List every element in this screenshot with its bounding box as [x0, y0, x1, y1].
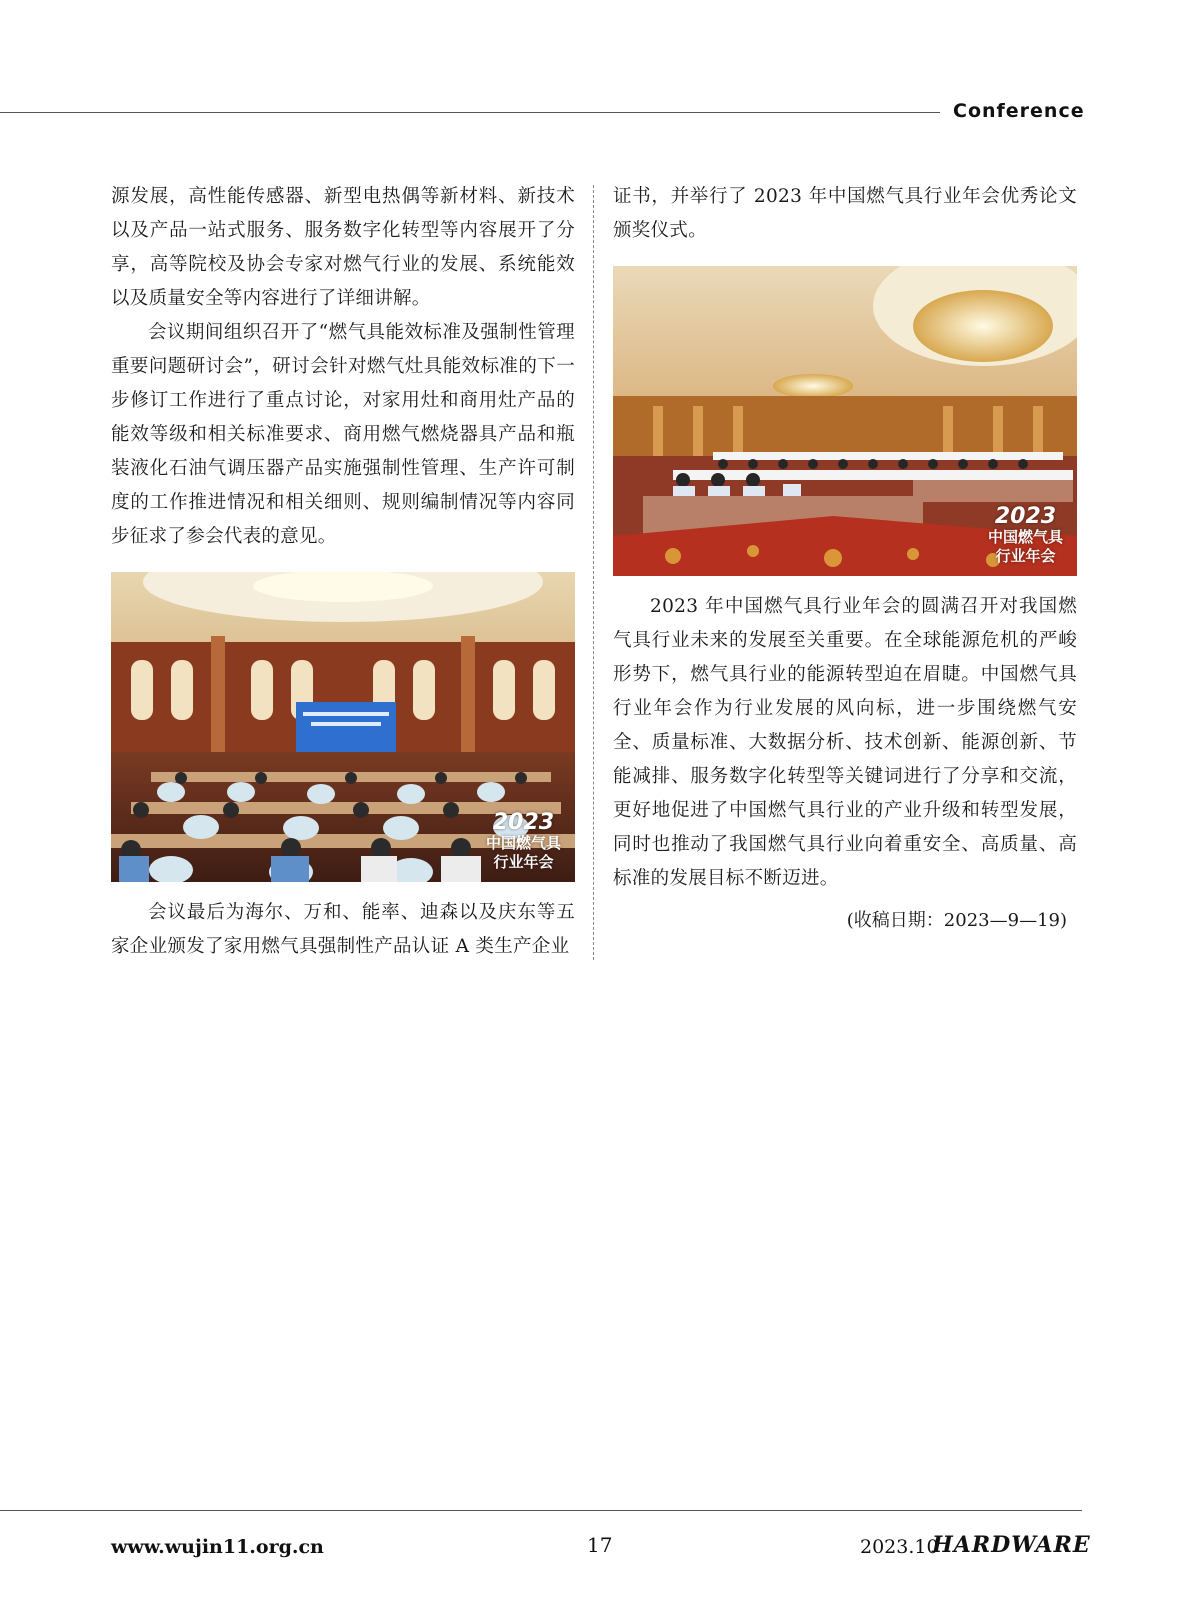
- footer-rule: [0, 1510, 1082, 1511]
- magazine-name: HARDWARE: [932, 1532, 1091, 1558]
- right-paragraph: 2023 年中国燃气具行业年会的圆满召开对我国燃气具行业未来的发展至关重要。在全球能源危机的严峻形势下，燃气具行业的能源转型迫在眉睫。中国燃气具行业年会作为行业发展的风向标，进一步围绕燃气安全、质量标准、大数据分析、技术创新、能源创新、节能减排、服务数字化转型等关键词进行了分享和交流，更好地促进了中国燃气具行业的产业升级和转型发展，同时也推动了我国燃气具行业向着重安全、高质量、高标准的发展目标不断迈进。: [613, 596, 1077, 889]
- photo-watermark-logo: 2023 中国燃气具 行业年会: [485, 810, 561, 871]
- left-paragraph-3: 会议最后为海尔、万和、能率、迪森以及庆东等五家企业颁发了家用燃气具强制性产品认证 A 类生产企业: [111, 902, 575, 957]
- received-date: (收稿日期：2023—9—19): [846, 910, 1067, 931]
- footer-website-url: www.wujin11.org.cn: [111, 1536, 324, 1558]
- column-divider: [593, 185, 594, 960]
- right-column: [613, 180, 1077, 932]
- issue-date: 2023.10: [860, 1536, 939, 1558]
- header-rule: [0, 112, 940, 113]
- page-number: 17: [587, 1533, 613, 1557]
- left-paragraph-2: 会议期间组织召开了“燃气具能效标准及强制性管理重要问题研讨会”，研讨会针对燃气灶具能效标准的下一步修订工作进行了重点讨论，对家用灶和商用灶产品的能效等级和相关标准要求、商用燃气燃烧器具产品和瓶装液化石油气调压器产品实施强制性管理、生产许可制度的工作推进情况和相关细则、规则编制情况等内容同步征求了参会代表的意见。: [111, 322, 575, 547]
- conference-photo-banquet-hall: [111, 572, 575, 882]
- left-paragraph-1: 源发展，高性能传感器、新型电热偶等新材料、新技术以及产品一站式服务、服务数字化转型等内容展开了分享，高等院校及协会专家对燃气行业的发展、系统能效以及质量安全等内容进行了详细讲解。: [111, 186, 575, 309]
- photo-watermark-logo: 2023 中国燃气具 行业年会: [987, 504, 1063, 565]
- conference-photo-chandelier-hall: [613, 266, 1077, 576]
- section-label: Conference: [953, 100, 1085, 122]
- right-continuation: 证书，并举行了 2023 年中国燃气具行业年会优秀论文颁奖仪式。: [613, 186, 1077, 241]
- left-column: [111, 180, 575, 964]
